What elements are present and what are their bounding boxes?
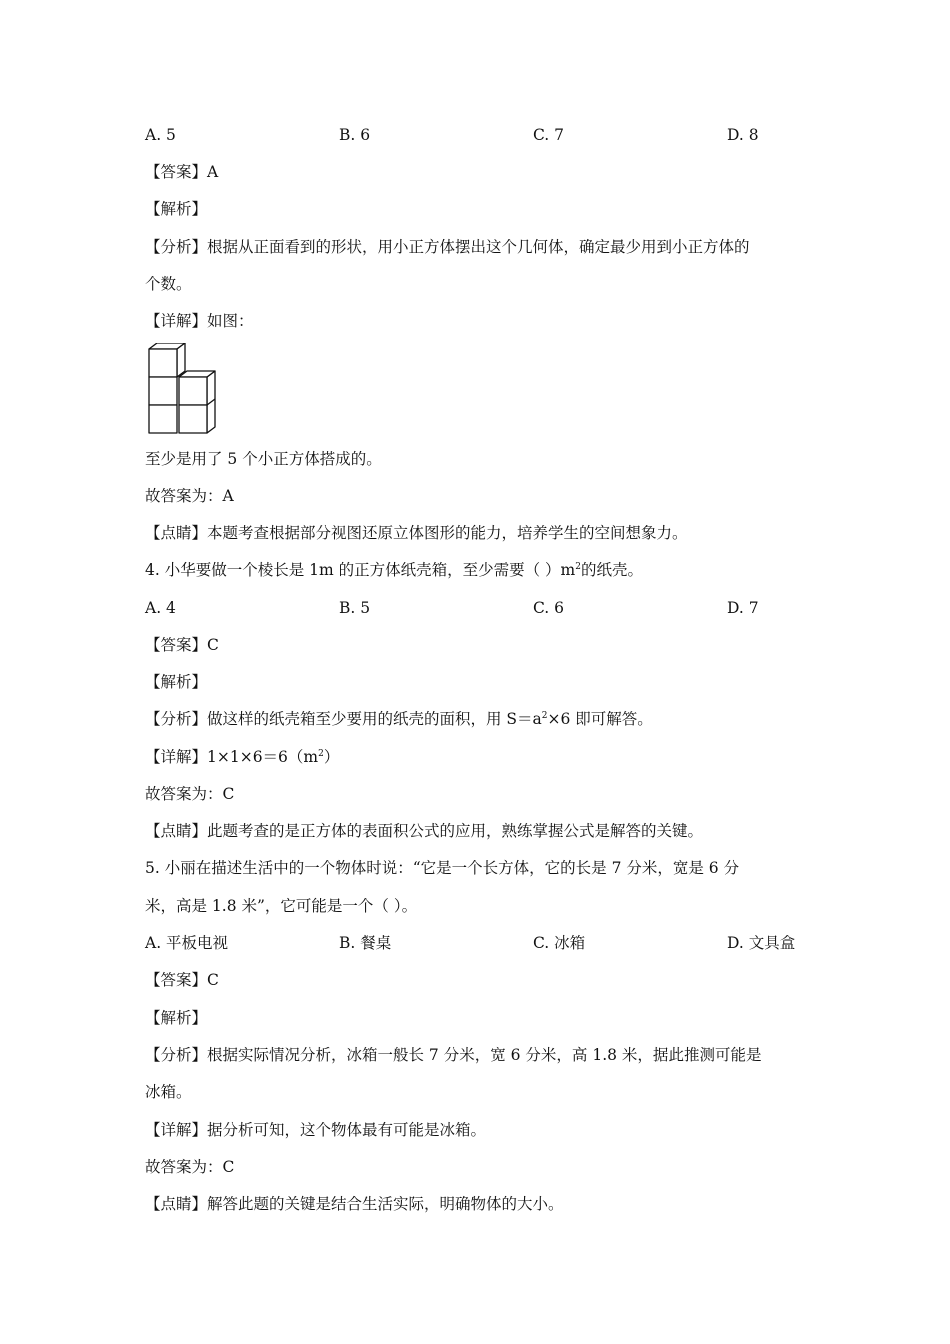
q4-option-b: B. 5 <box>339 599 371 617</box>
q5-option-a: A. 平板电视 <box>145 934 229 952</box>
q3-detail: 【详解】如图： <box>145 312 254 330</box>
q5-question-line2: 米，高是 1.8 米”，它可能是一个（ ）。 <box>145 897 418 915</box>
q5-comment: 【点睛】解答此题的关键是结合生活实际，明确物体的大小。 <box>145 1195 564 1213</box>
q3-option-d: D. 8 <box>727 126 759 144</box>
q4-detail: 【详解】$1\times 1\times 6=6(m^2)$ <box>145 748 340 766</box>
q5-answer: 【答案】C <box>145 971 219 989</box>
q4-option-d: D. 7 <box>727 599 759 617</box>
q5-final-answer: 故答案为：C <box>145 1158 235 1176</box>
q5-option-c: C. 冰箱 <box>533 934 586 952</box>
q3-jiexi-heading: 【解析】 <box>145 200 208 218</box>
q3-option-c: C. 7 <box>533 126 565 144</box>
q3-comment: 【点睛】本题考查根据部分视图还原立体图形的能力，培养学生的空间想象力。 <box>145 524 688 542</box>
q3-conclusion: 至少是用了 5 个小正方体搭成的。 <box>145 450 382 468</box>
q4-comment: 【点睛】此题考查的是正方体的表面积公式的应用，熟练掌握公式是解答的关键。 <box>145 822 704 840</box>
q3-answer: 【答案】A <box>145 163 219 181</box>
q3-option-b: B. 6 <box>339 126 371 144</box>
q3-option-a: A. 5 <box>145 126 176 144</box>
q5-question-line1: 5. 小丽在描述生活中的一个物体时说：“它是一个长方体，它的长是 7 分米，宽是 6 分 <box>145 859 740 877</box>
cube-stack-figure <box>145 343 225 435</box>
q3-analysis-line1: 【分析】根据从正面看到的形状，用小正方体摆出这个几何体，确定最少用到小正方体的 <box>145 238 750 256</box>
q5-detail: 【详解】据分析可知，这个物体最有可能是冰箱。 <box>145 1121 487 1139</box>
q5-option-d: D. 文具盒 <box>727 934 796 952</box>
q5-analysis-line2: 冰箱。 <box>145 1083 192 1101</box>
q4-question: 4. 小华要做一个棱长是 1m 的正方体纸壳箱，至少需要（ ）$m^2$的纸壳。 <box>145 561 644 579</box>
q3-analysis-line2: 个数。 <box>145 275 192 293</box>
q5-option-b: B. 餐桌 <box>339 934 392 952</box>
q5-jiexi-heading: 【解析】 <box>145 1009 208 1027</box>
q4-jiexi-heading: 【解析】 <box>145 673 208 691</box>
q4-option-c: C. 6 <box>533 599 565 617</box>
q4-final-answer: 故答案为：C <box>145 785 235 803</box>
q5-analysis-line1: 【分析】根据实际情况分析，冰箱一般长 7 分米，宽 6 分米，高 1.8 米，据此推测可能是 <box>145 1046 762 1064</box>
q4-answer: 【答案】C <box>145 636 219 654</box>
q3-final-answer: 故答案为：A <box>145 487 234 505</box>
q4-analysis: 【分析】做这样的纸壳箱至少要用的纸壳的面积，用 $S=a^2\times 6$ 即可解答。 <box>145 710 653 728</box>
q4-option-a: A. 4 <box>145 599 176 617</box>
